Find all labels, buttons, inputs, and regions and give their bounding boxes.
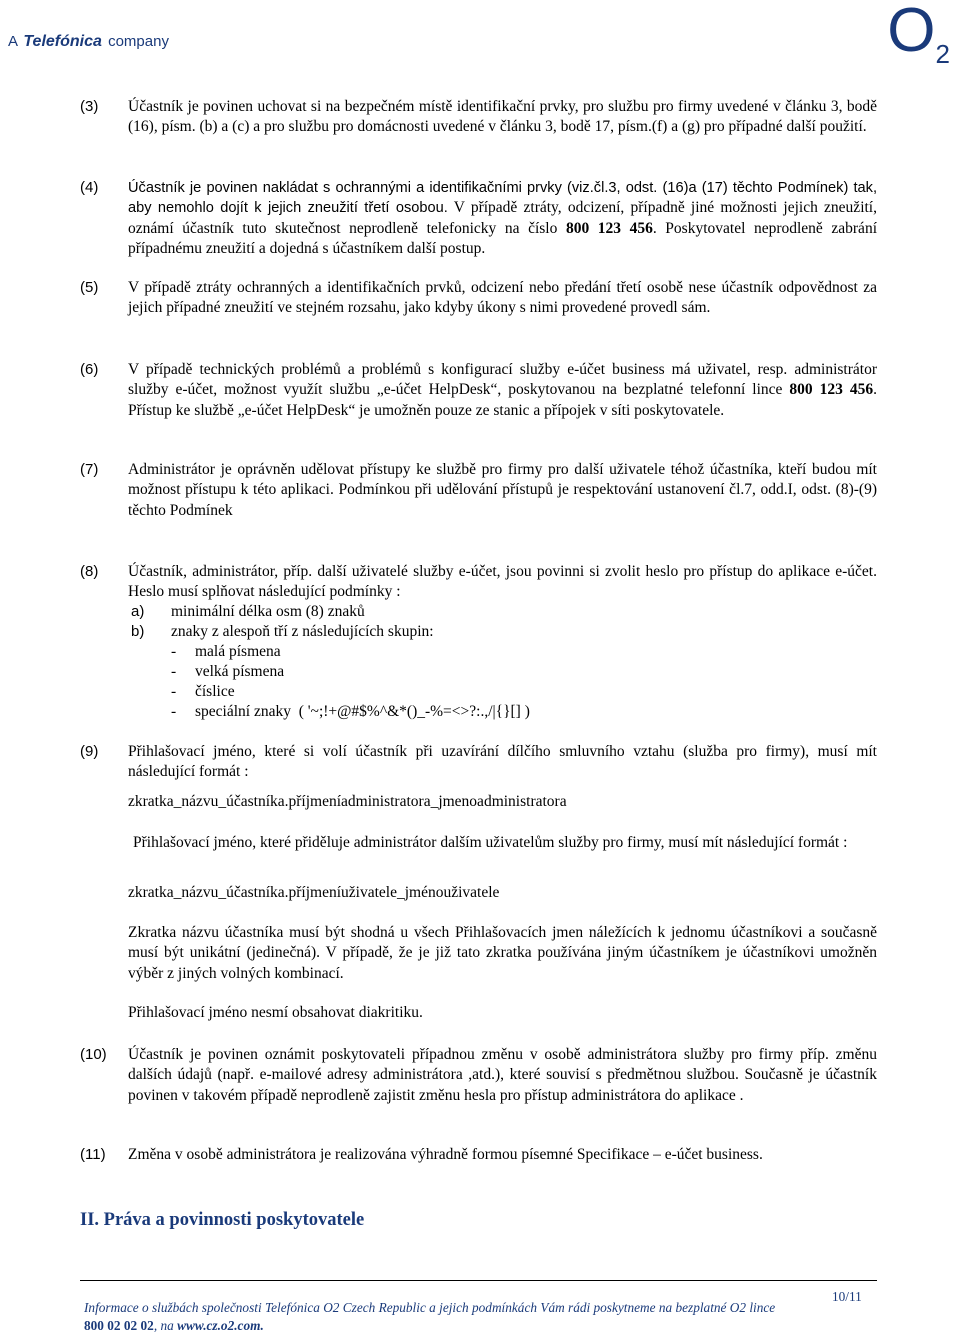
footer-info <box>84 1299 794 1335</box>
char-group-digits: číslice <box>195 683 235 700</box>
telefonica-logo: Telefónica <box>23 33 102 50</box>
item-number: (8) <box>80 563 99 580</box>
item-number: (11) <box>80 1146 106 1163</box>
item-number: (6) <box>80 361 99 378</box>
paragraph-9: Přihlašovací jméno, které si volí účastník při uzavírání dílčího smluvního vztahu (služba pro firmy), musí mít následující formát : <box>128 743 877 781</box>
brand-suffix: company <box>108 33 169 50</box>
item-number: (10) <box>80 1046 107 1063</box>
footer-website-link[interactable]: www.cz.o2.com. <box>177 1318 264 1333</box>
footer-phone: 800 02 02 02 <box>84 1318 154 1333</box>
paragraph-6-text-b: . Přístup ke službě „e-účet HelpDesk“ je umožněn pouze ze stanic a přípojek v síti poskytovatele. <box>128 381 877 419</box>
login-format-user: zkratka_názvu_účastníka.příjmeníuživatele_jménouživatele <box>128 884 500 901</box>
paragraph-6-text-a: V případě technických problémů a problémů s konfigurací služby e-účet business má uživatel, resp. administrátor služby e-účet, možnost využít službu „e-účet HelpDesk“, poskytovanou na bezplatné telefonní lince <box>128 361 877 399</box>
paragraph-6 <box>128 360 877 421</box>
paragraph-11: Změna v osobě administrátora je realizována výhradně formou písemné Specifikace – e-účet business. <box>128 1146 763 1163</box>
telefonica-brand <box>8 33 169 51</box>
footer-line-1: Informace o službách společnosti Telefónica O2 Czech Republic a jejich podmínkách Vám rádi poskytneme na bezplatné O2 lince <box>84 1300 776 1315</box>
paragraph-8: Účastník, administrátor, příp. další uživatelé služby e-účet, jsou povinni si zvolit heslo pro přístup do aplikace e-účet. Heslo musí splňovat následující podmínky : <box>128 563 877 601</box>
paragraph-9-abbreviation: Zkratka názvu účastníka musí být shodná u všech Přihlašovacích jmen náležících k jednomu účastníkovi a současně musí být unikátní (jedinečná). V případě, že je již tato zkratka používána jiným účastníkem je účastníkovi umožněn výběr z jiných volných kombinací. <box>128 924 877 982</box>
item-number: (9) <box>80 743 99 760</box>
page-header <box>0 0 960 70</box>
phone-number: 800 123 456 <box>565 219 653 237</box>
page-number: 10/11 <box>832 1289 862 1304</box>
footer-divider <box>80 1280 877 1281</box>
dash-marker: - <box>171 703 177 720</box>
footer-separator: , na <box>153 1318 178 1333</box>
char-group-uppercase: velká písmena <box>195 663 285 680</box>
paragraph-10: Účastník je povinen oznámit poskytovateli případnou změnu v osobě administrátora služby pro firmy příp. změnu dalších údajů (např. e-mailové adresy administrátora ,atd.), které souvisí s předmětnou službou. Současně je účastník povinen v takovém případě neprodleně zajistit změnu hesla pro přístup administrátora do aplikace . <box>128 1046 877 1104</box>
paragraph-4-text-a: V případě ztráty, odcizení, případně jiné možnosti jejich zneužití, oznámí účastník tuto skutečnost neprodleně telefonicky na číslo <box>128 199 877 237</box>
paragraph-3: Účastník je povinen uchovat si na bezpečném místě identifikační prvky, pro službu pro firmy uvedené v článku 3, bodě (16), písm. (b) a (c) a pro službu pro domácnosti uvedené v článku 3, bodě 17, písm.(f) a (g) pro případné další použití. <box>128 98 877 136</box>
item-number: (5) <box>80 279 99 296</box>
paragraph-7: Administrátor je oprávněn udělovat přístupy ke službě pro firmy pro další uživatele téhož účastníka, kteří budou mít možnost přístupu k této aplikaci. Podmínkou při udělování přístupů je respektování ustanovení čl.7, odd.I, odst. (8)-(9) těchto Podmínek <box>128 461 877 519</box>
dash-marker: - <box>171 643 177 660</box>
dash-marker: - <box>171 663 177 680</box>
dash-marker: - <box>171 683 177 700</box>
item-number: (3) <box>80 98 99 115</box>
o2-logo <box>887 0 950 73</box>
o2-logo-sub: 2 <box>935 39 950 69</box>
item-number: (4) <box>80 179 99 196</box>
paragraph-9-user-login: Přihlašovací jméno, které přiděluje administrátor dalším uživatelům služby pro firmy, musí mít následující formát : <box>133 834 848 851</box>
password-rule-a: minimální délka osm (8) znaků <box>171 603 365 620</box>
char-group-lowercase: malá písmena <box>195 643 281 660</box>
o2-logo-main: O <box>887 0 936 65</box>
footer-line-2 <box>84 1317 794 1335</box>
brand-prefix: A <box>8 33 18 50</box>
paragraph-5: V případě ztráty ochranných a identifikačních prvků, odcizení nebo předání třetí osobě nese účastník odpovědnost za jejich případné zneužití ve stejném rozsahu, jako kdyby úkony s nimi provedené provedl sám. <box>128 279 877 317</box>
section-heading: II. Práva a povinnosti poskytovatele <box>80 1210 365 1230</box>
password-rule-b: znaky z alespoň tří z následujících skupin: <box>171 623 434 640</box>
paragraph-4-sans: Účastník je povinen nakládat s ochrannými a identifikačními prvky (viz.čl.3, odst. (16)a (17) těchto Podmínek) tak, aby nemohlo dojít k jejich zneužití třetí osobou. <box>128 180 877 217</box>
char-group-special: speciální znaky ( '~;!+@#$%^&*()_-%=<>?:.,/|{}[] ) <box>195 703 530 720</box>
phone-number: 800 123 456 <box>789 381 874 399</box>
paragraph-9-no-diacritics: Přihlašovací jméno nesmí obsahovat diakritiku. <box>128 1004 423 1021</box>
paragraph-4 <box>128 178 877 259</box>
login-format-admin: zkratka_názvu_účastníka.příjmeníadministratora_jmenoadministratora <box>128 793 567 810</box>
item-number: (7) <box>80 461 99 478</box>
paragraph-4-text-b: . Poskytovatel neprodleně zabrání případnému zneužití a dojedná s účastníkem další postup. <box>128 219 877 257</box>
